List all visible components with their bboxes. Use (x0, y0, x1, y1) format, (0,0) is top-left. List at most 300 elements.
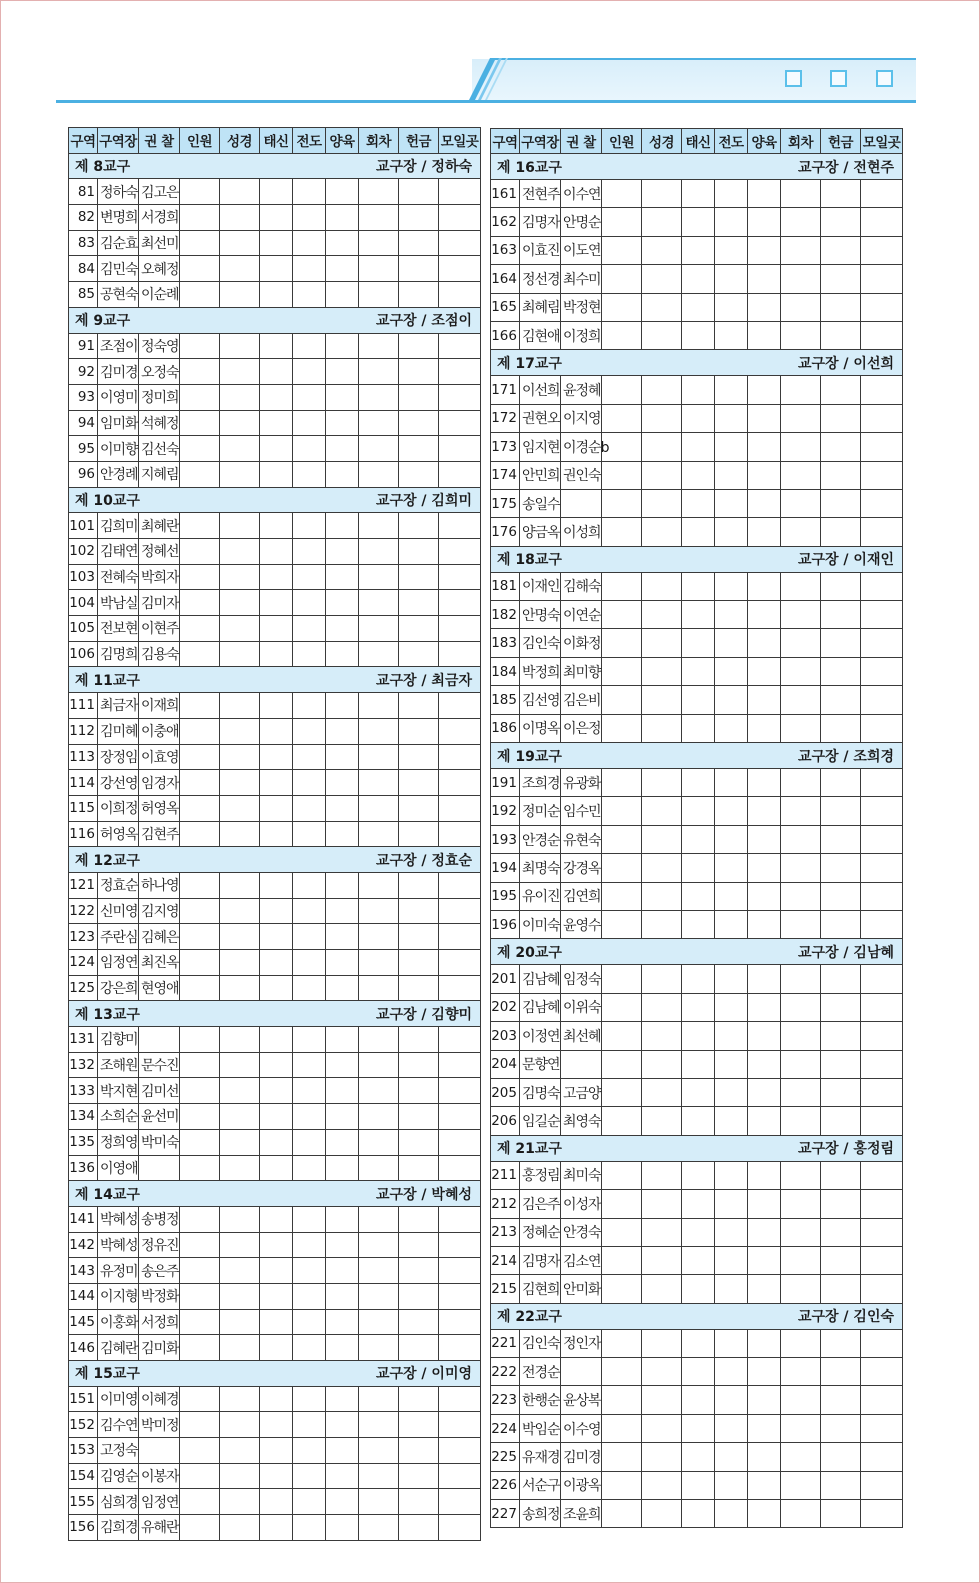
entry-cell[interactable] (748, 376, 781, 404)
entry-cell[interactable] (682, 1386, 715, 1414)
entry-cell[interactable] (821, 854, 861, 882)
entry-cell[interactable] (220, 1283, 260, 1309)
entry-cell[interactable] (602, 1078, 642, 1106)
entry-cell[interactable] (781, 854, 821, 882)
entry-cell[interactable] (180, 770, 220, 796)
entry-cell[interactable] (781, 1050, 821, 1078)
entry-cell[interactable] (642, 1050, 682, 1078)
entry-cell[interactable] (642, 629, 682, 657)
entry-cell[interactable] (326, 539, 359, 565)
entry-cell[interactable] (326, 924, 359, 950)
entry-cell[interactable] (293, 718, 326, 744)
entry-cell[interactable] (293, 1206, 326, 1232)
entry-cell[interactable] (781, 882, 821, 910)
entry-cell[interactable] (748, 1471, 781, 1499)
entry-cell[interactable] (642, 1275, 682, 1303)
entry-cell[interactable] (439, 1412, 481, 1438)
entry-cell[interactable] (682, 854, 715, 882)
entry-cell[interactable] (602, 1218, 642, 1246)
entry-cell[interactable] (748, 180, 781, 208)
entry-cell[interactable] (359, 513, 399, 539)
entry-cell[interactable] (439, 616, 481, 642)
entry-cell[interactable] (642, 1246, 682, 1274)
entry-cell[interactable] (260, 1104, 293, 1130)
entry-cell[interactable] (715, 1218, 748, 1246)
entry-cell[interactable] (781, 208, 821, 236)
entry-cell[interactable] (821, 265, 861, 293)
entry-cell[interactable] (748, 236, 781, 264)
entry-cell[interactable] (293, 384, 326, 410)
entry-cell[interactable] (682, 1500, 715, 1528)
entry-cell[interactable] (359, 1129, 399, 1155)
entry-cell[interactable] (861, 1050, 903, 1078)
entry-cell[interactable] (260, 1052, 293, 1078)
entry-cell[interactable] (642, 404, 682, 432)
entry-cell[interactable] (260, 513, 293, 539)
entry-cell[interactable] (439, 1463, 481, 1489)
entry-cell[interactable] (821, 601, 861, 629)
entry-cell[interactable] (359, 641, 399, 667)
entry-cell[interactable] (359, 950, 399, 976)
entry-cell[interactable] (682, 601, 715, 629)
entry-cell[interactable] (260, 1515, 293, 1541)
entry-cell[interactable] (220, 1155, 260, 1181)
entry-cell[interactable] (682, 1190, 715, 1218)
entry-cell[interactable] (861, 1161, 903, 1189)
entry-cell[interactable] (359, 898, 399, 924)
entry-cell[interactable] (293, 1515, 326, 1541)
entry-cell[interactable] (781, 965, 821, 993)
entry-cell[interactable] (293, 1052, 326, 1078)
entry-cell[interactable] (326, 1129, 359, 1155)
entry-cell[interactable] (642, 1190, 682, 1218)
entry-cell[interactable] (439, 230, 481, 256)
entry-cell[interactable] (861, 1218, 903, 1246)
entry-cell[interactable] (326, 1489, 359, 1515)
entry-cell[interactable] (326, 230, 359, 256)
entry-cell[interactable] (439, 1309, 481, 1335)
entry-cell[interactable] (602, 657, 642, 685)
entry-cell[interactable] (220, 590, 260, 616)
entry-cell[interactable] (293, 539, 326, 565)
entry-cell[interactable] (220, 333, 260, 359)
entry-cell[interactable] (359, 1078, 399, 1104)
entry-cell[interactable] (220, 1489, 260, 1515)
entry-cell[interactable] (748, 882, 781, 910)
entry-cell[interactable] (293, 950, 326, 976)
entry-cell[interactable] (399, 1335, 439, 1361)
entry-cell[interactable] (260, 384, 293, 410)
entry-cell[interactable] (861, 489, 903, 517)
entry-cell[interactable] (682, 236, 715, 264)
entry-cell[interactable] (781, 1358, 821, 1386)
entry-cell[interactable] (326, 205, 359, 231)
entry-cell[interactable] (821, 1161, 861, 1189)
entry-cell[interactable] (781, 1246, 821, 1274)
entry-cell[interactable] (602, 265, 642, 293)
entry-cell[interactable] (748, 1107, 781, 1135)
entry-cell[interactable] (821, 714, 861, 742)
entry-cell[interactable] (602, 376, 642, 404)
entry-cell[interactable] (781, 1161, 821, 1189)
entry-cell[interactable] (220, 1258, 260, 1284)
entry-cell[interactable] (180, 1309, 220, 1335)
entry-cell[interactable] (399, 821, 439, 847)
entry-cell[interactable] (220, 1386, 260, 1412)
entry-cell[interactable] (293, 1258, 326, 1284)
entry-cell[interactable] (439, 205, 481, 231)
entry-cell[interactable] (293, 924, 326, 950)
entry-cell[interactable] (220, 1412, 260, 1438)
entry-cell[interactable] (180, 1232, 220, 1258)
entry-cell[interactable] (359, 359, 399, 385)
entry-cell[interactable] (821, 965, 861, 993)
entry-cell[interactable] (715, 1443, 748, 1471)
entry-cell[interactable] (642, 293, 682, 321)
entry-cell[interactable] (781, 236, 821, 264)
entry-cell[interactable] (682, 1161, 715, 1189)
entry-cell[interactable] (359, 975, 399, 1001)
entry-cell[interactable] (326, 1283, 359, 1309)
entry-cell[interactable] (748, 629, 781, 657)
entry-cell[interactable] (715, 265, 748, 293)
entry-cell[interactable] (326, 950, 359, 976)
entry-cell[interactable] (260, 333, 293, 359)
entry-cell[interactable] (602, 208, 642, 236)
entry-cell[interactable] (861, 1275, 903, 1303)
entry-cell[interactable] (399, 744, 439, 770)
entry-cell[interactable] (439, 513, 481, 539)
entry-cell[interactable] (220, 410, 260, 436)
entry-cell[interactable] (748, 910, 781, 938)
entry-cell[interactable] (861, 518, 903, 546)
entry-cell[interactable] (220, 205, 260, 231)
entry-cell[interactable] (260, 1155, 293, 1181)
entry-cell[interactable] (326, 1412, 359, 1438)
entry-cell[interactable] (682, 1275, 715, 1303)
entry-cell[interactable] (602, 825, 642, 853)
entry-cell[interactable] (326, 1078, 359, 1104)
entry-cell[interactable] (642, 1386, 682, 1414)
entry-cell[interactable] (326, 616, 359, 642)
entry-cell[interactable] (326, 1463, 359, 1489)
entry-cell[interactable] (220, 564, 260, 590)
entry-cell[interactable] (715, 1386, 748, 1414)
entry-cell[interactable] (399, 718, 439, 744)
entry-cell[interactable] (220, 539, 260, 565)
entry-cell[interactable] (642, 882, 682, 910)
entry-cell[interactable] (781, 1414, 821, 1442)
entry-cell[interactable] (861, 1329, 903, 1357)
entry-cell[interactable] (399, 539, 439, 565)
entry-cell[interactable] (220, 179, 260, 205)
entry-cell[interactable] (781, 993, 821, 1021)
entry-cell[interactable] (220, 975, 260, 1001)
entry-cell[interactable] (642, 1022, 682, 1050)
entry-cell[interactable] (682, 629, 715, 657)
entry-cell[interactable] (326, 179, 359, 205)
entry-cell[interactable] (180, 1078, 220, 1104)
entry-cell[interactable] (602, 686, 642, 714)
entry-cell[interactable] (359, 461, 399, 487)
entry-cell[interactable] (439, 770, 481, 796)
entry-cell[interactable] (642, 461, 682, 489)
entry-cell[interactable] (326, 590, 359, 616)
entry-cell[interactable] (399, 924, 439, 950)
entry-cell[interactable] (861, 1107, 903, 1135)
entry-cell[interactable] (180, 898, 220, 924)
entry-cell[interactable] (326, 872, 359, 898)
entry-cell[interactable] (602, 1022, 642, 1050)
entry-cell[interactable] (602, 180, 642, 208)
entry-cell[interactable] (399, 693, 439, 719)
entry-cell[interactable] (602, 1500, 642, 1528)
entry-cell[interactable] (821, 1414, 861, 1442)
entry-cell[interactable] (861, 1078, 903, 1106)
entry-cell[interactable] (399, 1104, 439, 1130)
entry-cell[interactable] (439, 1335, 481, 1361)
entry-cell[interactable] (180, 1412, 220, 1438)
entry-cell[interactable] (399, 770, 439, 796)
entry-cell[interactable] (781, 1190, 821, 1218)
entry-cell[interactable] (260, 564, 293, 590)
entry-cell[interactable] (748, 404, 781, 432)
entry-cell[interactable] (642, 518, 682, 546)
entry-cell[interactable] (293, 1078, 326, 1104)
entry-cell[interactable] (293, 436, 326, 462)
entry-cell[interactable] (821, 629, 861, 657)
entry-cell[interactable] (180, 924, 220, 950)
entry-cell[interactable] (180, 795, 220, 821)
entry-cell[interactable] (715, 854, 748, 882)
entry-cell[interactable] (861, 1386, 903, 1414)
entry-cell[interactable] (359, 256, 399, 282)
entry-cell[interactable] (399, 1052, 439, 1078)
entry-cell[interactable] (748, 1022, 781, 1050)
entry-cell[interactable] (748, 1443, 781, 1471)
entry-cell[interactable] (439, 1232, 481, 1258)
entry-cell[interactable] (326, 744, 359, 770)
entry-cell[interactable] (220, 513, 260, 539)
entry-cell[interactable] (399, 384, 439, 410)
entry-cell[interactable] (293, 1309, 326, 1335)
entry-cell[interactable] (682, 321, 715, 349)
entry-cell[interactable] (715, 518, 748, 546)
entry-cell[interactable] (861, 601, 903, 629)
entry-cell[interactable] (326, 821, 359, 847)
entry-cell[interactable] (821, 910, 861, 938)
entry-cell[interactable] (821, 1190, 861, 1218)
entry-cell[interactable] (439, 1052, 481, 1078)
entry-cell[interactable] (715, 882, 748, 910)
entry-cell[interactable] (220, 1463, 260, 1489)
entry-cell[interactable] (748, 1329, 781, 1357)
entry-cell[interactable] (715, 1050, 748, 1078)
entry-cell[interactable] (180, 950, 220, 976)
entry-cell[interactable] (715, 180, 748, 208)
entry-cell[interactable] (439, 1489, 481, 1515)
entry-cell[interactable] (180, 564, 220, 590)
entry-cell[interactable] (602, 965, 642, 993)
entry-cell[interactable] (220, 359, 260, 385)
entry-cell[interactable] (748, 993, 781, 1021)
entry-cell[interactable] (861, 1022, 903, 1050)
entry-cell[interactable] (260, 1078, 293, 1104)
entry-cell[interactable] (602, 769, 642, 797)
entry-cell[interactable] (821, 797, 861, 825)
entry-cell[interactable] (861, 1500, 903, 1528)
entry-cell[interactable] (715, 769, 748, 797)
entry-cell[interactable] (399, 230, 439, 256)
entry-cell[interactable] (180, 384, 220, 410)
entry-cell[interactable] (293, 333, 326, 359)
entry-cell[interactable] (260, 256, 293, 282)
entry-cell[interactable] (326, 1206, 359, 1232)
entry-cell[interactable] (180, 513, 220, 539)
entry-cell[interactable] (781, 518, 821, 546)
entry-cell[interactable] (260, 924, 293, 950)
entry-cell[interactable] (439, 384, 481, 410)
entry-cell[interactable] (180, 975, 220, 1001)
entry-cell[interactable] (781, 489, 821, 517)
entry-cell[interactable] (642, 321, 682, 349)
entry-cell[interactable] (359, 770, 399, 796)
entry-cell[interactable] (220, 1052, 260, 1078)
entry-cell[interactable] (359, 1027, 399, 1053)
entry-cell[interactable] (861, 376, 903, 404)
entry-cell[interactable] (260, 1283, 293, 1309)
entry-cell[interactable] (715, 433, 748, 461)
entry-cell[interactable] (642, 572, 682, 600)
entry-cell[interactable] (180, 641, 220, 667)
entry-cell[interactable] (439, 410, 481, 436)
entry-cell[interactable] (293, 1489, 326, 1515)
entry-cell[interactable] (359, 718, 399, 744)
entry-cell[interactable] (359, 436, 399, 462)
entry-cell[interactable] (180, 179, 220, 205)
entry-cell[interactable] (399, 1438, 439, 1464)
entry-cell[interactable] (293, 770, 326, 796)
entry-cell[interactable] (781, 1443, 821, 1471)
entry-cell[interactable] (359, 1258, 399, 1284)
entry-cell[interactable] (399, 333, 439, 359)
entry-cell[interactable] (781, 714, 821, 742)
entry-cell[interactable] (399, 898, 439, 924)
entry-cell[interactable] (399, 1027, 439, 1053)
entry-cell[interactable] (861, 293, 903, 321)
entry-cell[interactable] (180, 1335, 220, 1361)
entry-cell[interactable] (682, 1358, 715, 1386)
entry-cell[interactable] (748, 1246, 781, 1274)
entry-cell[interactable] (682, 572, 715, 600)
entry-cell[interactable] (399, 256, 439, 282)
entry-cell[interactable] (602, 518, 642, 546)
entry-cell[interactable] (642, 965, 682, 993)
entry-cell[interactable] (682, 265, 715, 293)
entry-cell[interactable] (326, 436, 359, 462)
entry-cell[interactable] (260, 230, 293, 256)
entry-cell[interactable] (260, 795, 293, 821)
entry-cell[interactable] (748, 1275, 781, 1303)
entry-cell[interactable] (439, 718, 481, 744)
entry-cell[interactable] (682, 376, 715, 404)
entry-cell[interactable] (602, 1471, 642, 1499)
entry-cell[interactable] (682, 1078, 715, 1106)
entry-cell[interactable] (781, 1218, 821, 1246)
entry-cell[interactable] (326, 641, 359, 667)
entry-cell[interactable] (781, 657, 821, 685)
entry-cell[interactable] (781, 1107, 821, 1135)
entry-cell[interactable] (220, 384, 260, 410)
entry-cell[interactable] (602, 1386, 642, 1414)
entry-cell[interactable] (326, 898, 359, 924)
entry-cell[interactable] (359, 179, 399, 205)
entry-cell[interactable] (180, 872, 220, 898)
entry-cell[interactable] (220, 898, 260, 924)
entry-cell[interactable] (682, 1443, 715, 1471)
entry-cell[interactable] (399, 1309, 439, 1335)
entry-cell[interactable] (359, 590, 399, 616)
entry-cell[interactable] (399, 1463, 439, 1489)
entry-cell[interactable] (821, 825, 861, 853)
entry-cell[interactable] (861, 1443, 903, 1471)
entry-cell[interactable] (642, 265, 682, 293)
entry-cell[interactable] (642, 1358, 682, 1386)
entry-cell[interactable] (220, 693, 260, 719)
entry-cell[interactable] (326, 1438, 359, 1464)
entry-cell[interactable] (180, 1129, 220, 1155)
entry-cell[interactable] (682, 1022, 715, 1050)
entry-cell[interactable] (399, 1078, 439, 1104)
entry-cell[interactable] (682, 1050, 715, 1078)
entry-cell[interactable] (715, 1414, 748, 1442)
entry-cell[interactable] (260, 616, 293, 642)
entry-cell[interactable] (439, 1078, 481, 1104)
entry-cell[interactable] (748, 461, 781, 489)
entry-cell[interactable] (293, 1027, 326, 1053)
entry-cell[interactable] (293, 1104, 326, 1130)
entry-cell[interactable] (359, 872, 399, 898)
entry-cell[interactable] (748, 1161, 781, 1189)
entry-cell[interactable] (748, 572, 781, 600)
entry-cell[interactable] (781, 572, 821, 600)
entry-cell[interactable] (642, 1471, 682, 1499)
entry-cell[interactable] (821, 404, 861, 432)
entry-cell[interactable] (260, 359, 293, 385)
entry-cell[interactable] (642, 1161, 682, 1189)
entry-cell[interactable] (602, 1329, 642, 1357)
entry-cell[interactable] (260, 693, 293, 719)
entry-cell[interactable] (642, 1107, 682, 1135)
entry-cell[interactable] (326, 1309, 359, 1335)
entry-cell[interactable] (293, 795, 326, 821)
entry-cell[interactable] (602, 1443, 642, 1471)
entry-cell[interactable] (439, 1515, 481, 1541)
entry-cell[interactable] (399, 436, 439, 462)
entry-cell[interactable] (861, 965, 903, 993)
entry-cell[interactable] (359, 1283, 399, 1309)
entry-cell[interactable] (439, 744, 481, 770)
entry-cell[interactable] (326, 1515, 359, 1541)
entry-cell[interactable] (180, 1206, 220, 1232)
entry-cell[interactable] (821, 518, 861, 546)
entry-cell[interactable] (439, 1258, 481, 1284)
entry-cell[interactable] (821, 769, 861, 797)
entry-cell[interactable] (861, 180, 903, 208)
entry-cell[interactable] (821, 1107, 861, 1135)
entry-cell[interactable] (781, 321, 821, 349)
entry-cell[interactable] (220, 1104, 260, 1130)
